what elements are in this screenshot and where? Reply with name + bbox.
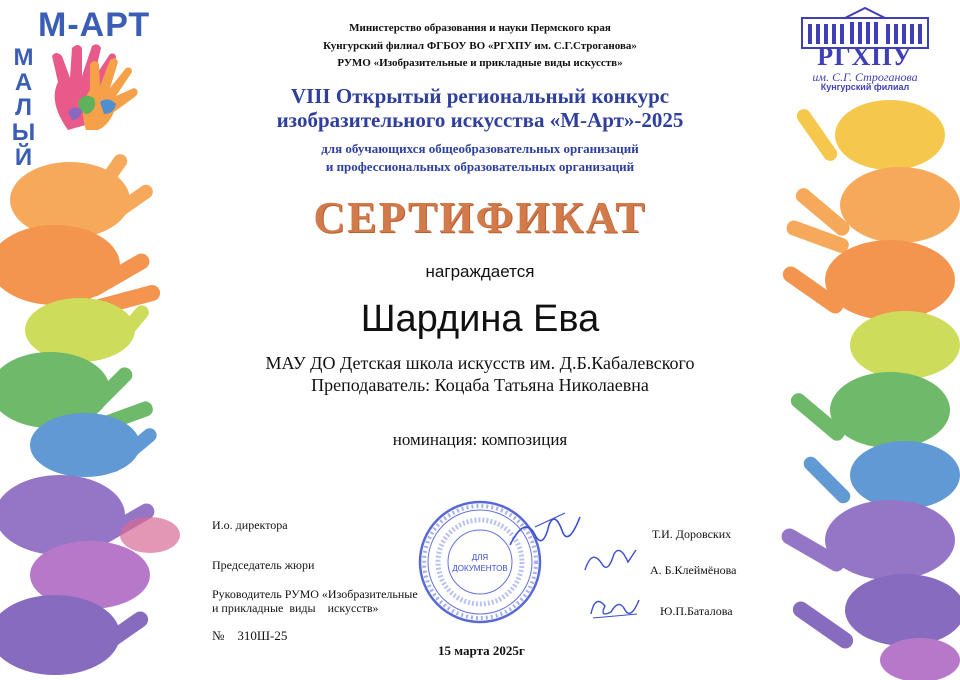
teacher-name: Преподаватель: Коцаба Татьяна Николаевна [311,375,649,395]
role-jury-chair: Председатель жюри [212,558,315,572]
awarded-label: награждается [425,262,535,281]
contest-title-line2: изобразительного искусства «М-Арт»-2025 [276,108,684,132]
signature-jury-chair [580,540,640,580]
university-logo [800,6,930,92]
recipient-name: Шардина Ева [360,298,600,340]
header-rumo: РУМО «Изобразительные и прикладные виды искусств» [337,57,623,69]
certificate-title: СЕРТИФИКАТ [313,193,647,242]
university-branch: Кунгурский филиал [820,82,910,92]
m-art-logo-title: М-АРТ [38,6,151,44]
role-director: И.о. директора [212,518,288,532]
school-name: МАУ ДО Детская школа искусств им. Д.Б.Кабалевского [265,353,695,373]
issue-date: 15 марта 2025г [438,643,525,658]
stamp-label-line1: ДЛЯ [471,553,489,562]
stamp-label-line2: ДОКУМЕНТОВ [452,564,508,573]
signature-rumo-head [585,588,645,624]
contest-audience-line1: для обучающихся общеобразовательных организаций [321,141,639,156]
signer-name-2: А. Б.Клеймёнова [650,563,737,577]
university-name: им. С.Г. Строганова [812,70,918,84]
right-handprint-decoration [770,95,960,680]
hands-logo-icon [38,42,148,134]
contest-audience [190,140,770,176]
m-art-logo-side: МАЛЫЙ [10,44,37,169]
certificate-number: № 310Ш-25 [212,628,288,643]
recipient-details [190,352,770,396]
role-rumo-head-line2: и прикладные виды искусств» [212,601,379,615]
contest-title-line1: VIII Открытый региональный конкурс [290,84,670,108]
contest-title [190,84,770,132]
nomination: номинация: композиция [392,430,568,449]
signer-name-3: Ю.П.Баталова [660,604,733,618]
contest-audience-line2: и профессиональных образовательных организаций [325,159,635,174]
signer-name-1: Т.И. Доровских [652,527,732,541]
role-rumo-head [212,587,418,615]
header-branch: Кунгурский филиал ФГБОУ ВО «РГХПУ им. С.Г.Строганова» [323,40,637,52]
m-art-logo [8,4,158,169]
university-abbr: РГХПУ [817,42,913,71]
m-art-logo-side-text [10,44,36,173]
role-rumo-head-line1: Руководитель РУМО «Изобразительные [212,587,418,601]
signature-director [505,505,585,555]
header-ministry: Министерство образования и науки Пермского края [349,22,611,34]
